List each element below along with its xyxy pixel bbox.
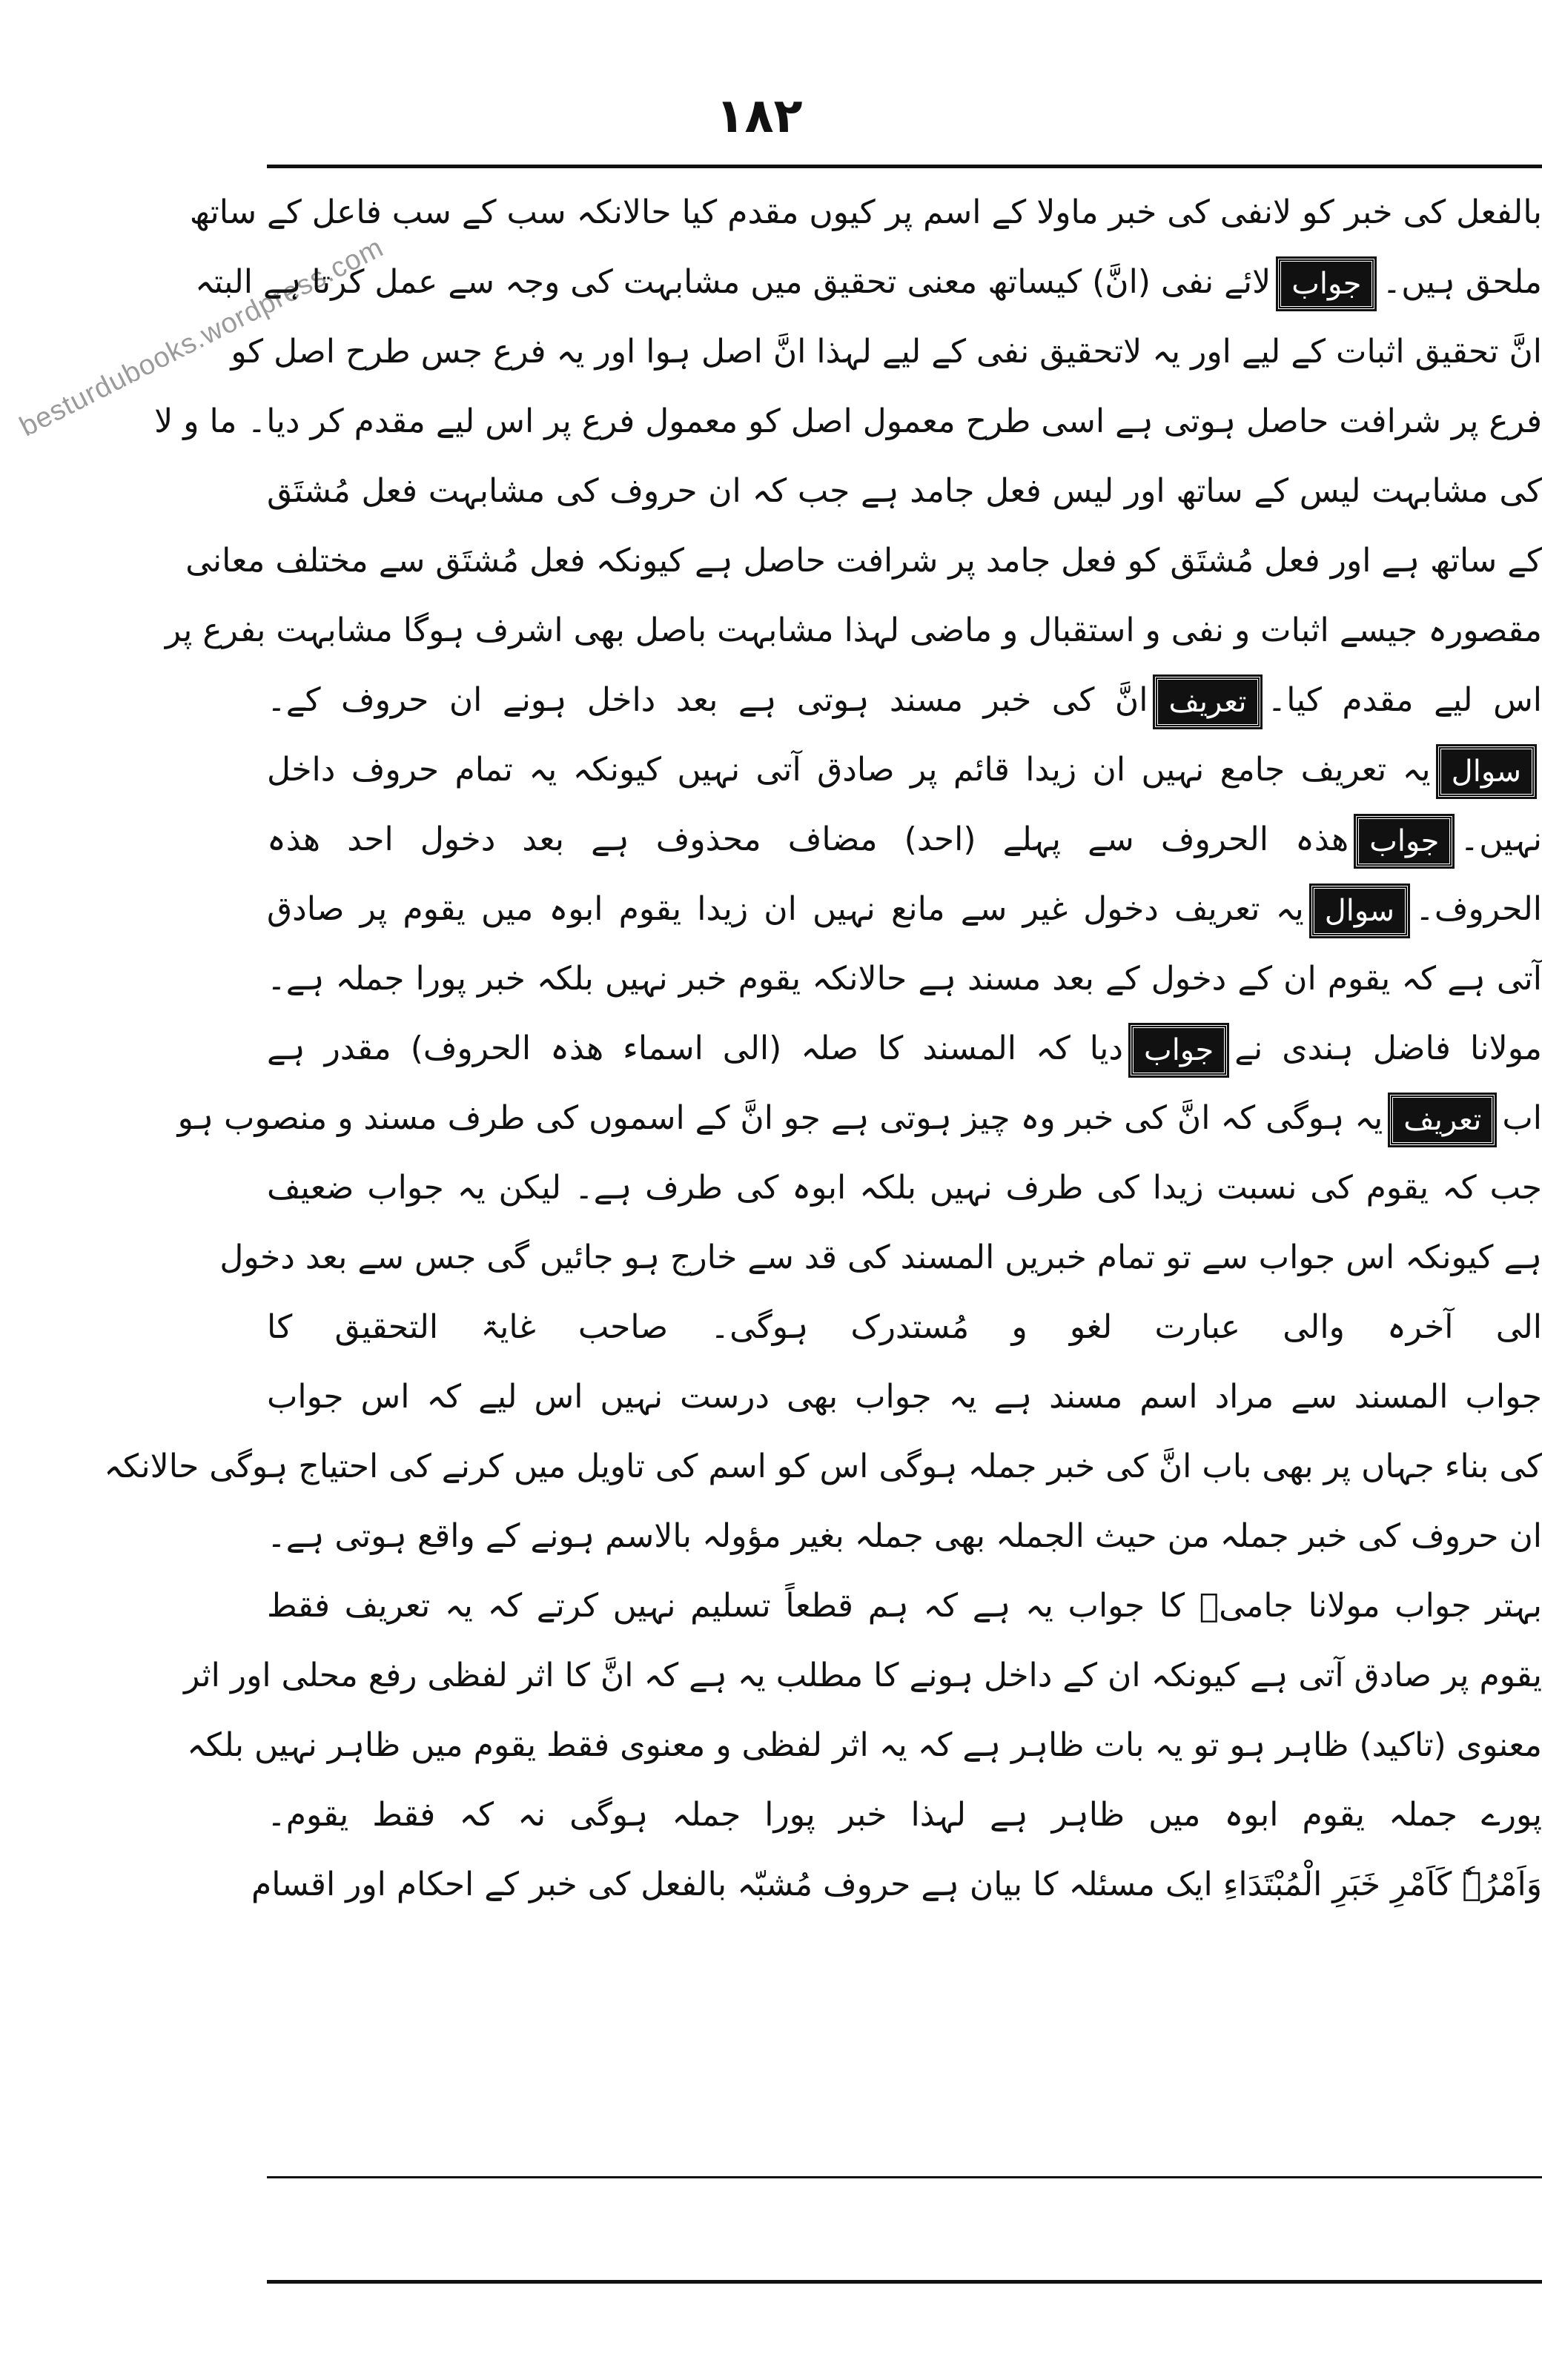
line-text: یہ تعریف جامع نہیں ان زیدا قائم پر صادق آتی نہیں کیونکہ یہ تمام حروف داخل: [267, 751, 1431, 789]
line-text: الی آخرہ والی عبارت لغو و مُستدرک ہوگی۔ صاحب غایۃ التحقیق کا: [267, 1308, 1542, 1346]
label-badge: سوال: [1311, 886, 1408, 936]
label-badge: تعریف: [1390, 1095, 1495, 1145]
text-line: [231, 317, 1542, 387]
watermark: besturdubooks.wordpress.com: [15, 231, 389, 443]
text-line: [251, 1850, 1542, 1920]
text-line: [267, 1571, 1542, 1641]
text-line: [267, 1293, 1542, 1362]
line-text: اس لیے مقدم کیا۔: [1267, 681, 1542, 719]
line-text: لائے نفی (انَّ) کیساتھ معنی تحقیق میں مشابہت کی وجہ سے عمل کرتا ہے البتہ: [195, 263, 1271, 301]
text-line: [267, 735, 1542, 805]
line-text: انَّ تحقیق اثبات کے لیے اور یہ لاتحقیق نفی کے لیے لہذا انَّ اصل ہوا اور یہ فرع جس طرح اصل کو: [231, 333, 1542, 371]
top-rule: [267, 165, 1542, 168]
section-divider: [267, 2176, 1542, 2178]
line-text: فرع پر شرافت حاصل ہوتی ہے اسی طرح معمول اصل کو معمول فرع پر اس لیے مقدم کر دیا۔ ما و لا: [154, 402, 1542, 440]
line-text: مقصورہ جیسے اثبات و نفی و استقبال و ماضی لہذا مشابہت باصل بھی اشرف ہوگا مشابہت بفرع پر: [165, 611, 1542, 649]
text-line: [267, 1014, 1542, 1084]
line-text: مولانا فاضل ہندی نے: [1234, 1030, 1542, 1067]
text-line: [184, 1641, 1542, 1711]
line-text: جواب المسند سے مراد اسم مسند ہے یہ جواب بھی درست نہیں اس لیے کہ اس جواب: [267, 1378, 1542, 1416]
page-number: ۱۸۲: [715, 89, 803, 144]
line-text: بہتر جواب مولانا جامیؒ کا جواب یہ ہے کہ ہم قطعاً تسلیم نہیں کرتے کہ یہ تعریف فقط: [267, 1587, 1542, 1625]
line-text: کی مشابہت لیس کے ساتھ اور لیس فعل جامد ہے جب کہ ان حروف کی مشابہت فعل مُشتَق: [267, 472, 1542, 510]
line-text: ھذہ الحروف سے پہلے (احد) مضاف محذوف ہے بعد دخول احد ھذہ: [267, 821, 1349, 858]
line-text: دیا کہ المسند کا صلہ (الی اسماء ھذہ الحروف) مقدر ہے: [267, 1030, 1124, 1067]
text-line: [267, 944, 1542, 1014]
label-badge: جواب: [1131, 1025, 1227, 1075]
text-line: [177, 1084, 1542, 1153]
line-text: پورے جملہ یقوم ابوہ میں ظاہر ہے لہذا خبر پورا جملہ ہوگی نہ کہ فقط یقوم۔: [267, 1796, 1542, 1834]
line-text: بالفعل کی خبر کو لانفی کی خبر ماولا کے اسم پر کیوں مقدم کیا حالانکہ سب کے سب فاعل کے ساتھ: [189, 193, 1542, 231]
label-badge: تعریف: [1155, 677, 1260, 727]
text-line: [267, 875, 1542, 944]
text-line: [267, 1153, 1542, 1223]
text-line: [267, 1362, 1542, 1432]
line-text: انَّ کی خبر مسند ہوتی ہے بعد داخل ہونے ان حروف کے۔: [267, 681, 1148, 719]
label-badge: جواب: [1356, 816, 1452, 866]
text-line: [195, 248, 1542, 317]
text-line: [154, 387, 1542, 457]
label-badge: سوال: [1438, 746, 1535, 797]
label-badge: جواب: [1278, 259, 1374, 309]
line-text: کی بناء جہاں پر بھی باب انَّ کی خبر جملہ ہوگی اس کو اسم کی تاویل میں کرنے کی احتیاج ہوگی حالانکہ: [104, 1448, 1542, 1485]
text-line: [104, 1432, 1542, 1502]
line-text: الحروف۔: [1415, 890, 1542, 928]
text-line: [187, 1711, 1542, 1780]
text-line: [267, 805, 1542, 875]
line-text: کے ساتھ ہے اور فعل مُشتَق کو فعل جامد پر شرافت حاصل ہے کیونکہ فعل مُشتَق سے مختلف معانی: [185, 542, 1542, 580]
text-line: [267, 666, 1542, 735]
bottom-rule: [267, 2280, 1542, 2284]
line-text: آتی ہے کہ یقوم ان کے دخول کے بعد مسند ہے حالانکہ یقوم خبر نہیں بلکہ خبر پورا جملہ ہے۔: [267, 960, 1542, 998]
line-text: وَاَمْرُہٗ کَاَمْرِ خَبَرِ الْمُبْتَدَاءِ ایک مسئلہ کا بیان ہے حروف مُشبّہ بالفعل کی خبر کے احکام اور اقسام: [251, 1866, 1542, 1903]
line-text: یہ ہوگی کہ انَّ کی خبر وہ چیز ہوتی ہے جو انَّ کے اسموں کی طرف مسند و منصوب ہو: [177, 1099, 1383, 1137]
text-line: [267, 1502, 1542, 1571]
line-text: ہے کیونکہ اس جواب سے تو تمام خبریں المسند کی قد سے خارج ہو جائیں گی جس سے بعد دخول: [219, 1239, 1542, 1276]
line-text: جب کہ یقوم کی نسبت زیدا کی طرف نہیں بلکہ ابوہ کی طرف ہے۔ لیکن یہ جواب ضعیف: [267, 1169, 1542, 1207]
line-text: ملحق ہیں۔: [1382, 263, 1542, 301]
line-text: اب: [1502, 1099, 1542, 1137]
text-line: [267, 457, 1542, 526]
line-text: یقوم پر صادق آتی ہے کیونکہ ان کے داخل ہونے کا مطلب یہ ہے کہ انَّ کا اثر لفظی رفع محلی اور اثر: [184, 1657, 1542, 1694]
line-text: معنوی (تاکید) ظاہر ہو تو یہ بات ظاہر ہے کہ یہ اثر لفظی و معنوی فقط یقوم میں ظاہر نہیں بلکہ: [187, 1726, 1542, 1764]
text-line: [267, 1780, 1542, 1850]
text-line: [189, 178, 1542, 248]
line-text: ان حروف کی خبر جملہ من حیث الجملہ بھی جملہ بغیر مؤولہ بالاسم ہونے کے واقع ہوتی ہے۔: [267, 1517, 1542, 1555]
text-line: [219, 1223, 1542, 1293]
line-text: نہیں۔: [1460, 821, 1542, 858]
line-text: یہ تعریف دخول غیر سے مانع نہیں ان زیدا یقوم ابوہ میں یقوم پر صادق: [267, 890, 1304, 928]
text-line: [165, 596, 1542, 666]
text-line: [185, 526, 1542, 596]
